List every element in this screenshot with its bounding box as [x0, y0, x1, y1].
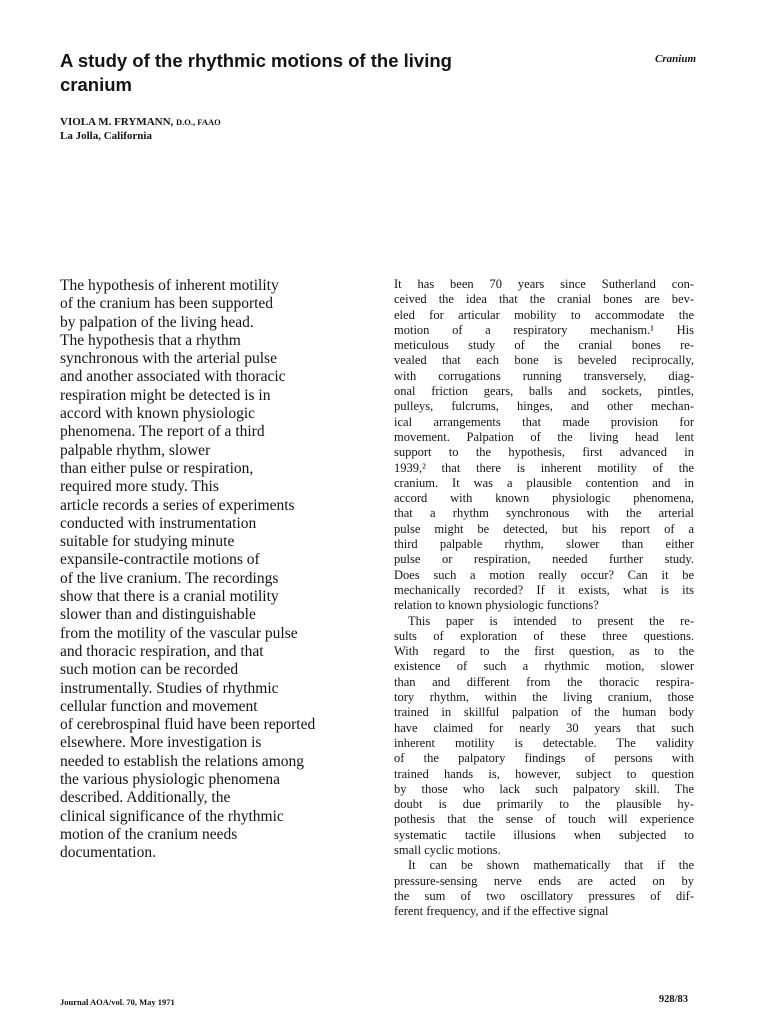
- abstract-line: article records a series of experiments: [60, 496, 295, 514]
- body-line: have claimed for nearly 30 years that such: [394, 720, 694, 735]
- body-line: pulleys, fulcrums, hinges, and other mechan-: [394, 399, 694, 414]
- abstract-line: required more study. This: [60, 478, 219, 496]
- body-line: pressure-sensing nerve ends are acted on by: [394, 873, 694, 888]
- body-line: third palpable rhythm, slower than either: [394, 537, 694, 552]
- abstract-line: and thoracic respiration, and that: [60, 642, 264, 660]
- journal-citation: Journal AOA/vol. 70, May 1971: [60, 997, 175, 1007]
- body-line: eled for articular mobility to accommodate the: [394, 307, 694, 322]
- abstract-line: cellular function and movement: [60, 697, 258, 715]
- author-name: VIOLA M. FRYMANN,: [60, 116, 177, 128]
- body-line: the sum of two oscillatory pressures of dif-: [394, 888, 694, 903]
- abstract-line: instrumentally. Studies of rhythmic: [60, 679, 279, 697]
- body-line: pothesis that the sense of touch will experience: [394, 812, 694, 827]
- abstract-line: of the cranium has been supported: [60, 295, 274, 313]
- author-location: La Jolla, California: [60, 130, 152, 142]
- body-line: of the palpatory findings of persons with: [394, 751, 694, 766]
- abstract-line: The hypothesis of inherent motility: [60, 277, 279, 294]
- abstract-line: by palpation of the living head.: [60, 313, 254, 331]
- abstract-line: synchronous with the arterial pulse: [60, 350, 277, 368]
- body-line: It has been 70 years since Sutherland con-: [394, 277, 694, 291]
- abstract-line: The hypothesis that a rhythm: [60, 331, 241, 349]
- body-line: relation to known physiologic functions?: [394, 598, 599, 613]
- body-line: inherent motility is detectable. The validity: [394, 735, 694, 750]
- body-line: by those who lack such palpatory skill. The: [394, 781, 694, 796]
- abstract-line: conducted with instrumentation: [60, 514, 257, 532]
- abstract-line: palpable rhythm, slower: [60, 441, 211, 459]
- page-number: 928/83: [658, 994, 688, 1005]
- abstract-line: accord with known physiologic: [60, 405, 256, 423]
- body-line: motion of a respiratory mechanism.¹ His: [394, 322, 694, 337]
- body-line: trained in skillful palpation of the human body: [394, 705, 694, 720]
- author-credentials: D.O., FAAO: [176, 117, 221, 127]
- body-line: This paper is intended to present the re-: [408, 613, 694, 628]
- body-line: ical arrangements that made provision for: [394, 414, 694, 429]
- body-line: existence of such a rhythmic motion, slower: [394, 659, 694, 674]
- abstract-line: than either pulse or respiration,: [60, 459, 254, 477]
- abstract-line: respiration might be detected is in: [60, 386, 271, 404]
- article-title: A study of the rhythmic motions of the living cranium: [60, 50, 452, 95]
- body-line: accord with known physiologic phenomena,: [394, 491, 694, 506]
- abstract-line: slower than and distinguishable: [60, 606, 256, 624]
- abstract-line: documentation.: [60, 844, 156, 862]
- body-line: onal friction gears, balls and sockets, pintles,: [394, 384, 694, 399]
- body-line: It can be shown mathematically that if the: [408, 858, 694, 873]
- body-line: pulse or respiration, needed further study.: [394, 552, 694, 567]
- body-line: support to the hypothesis, first advanced in: [394, 445, 694, 460]
- body-line: cranium. It was a plausible contention and in: [394, 475, 694, 490]
- body-line: small cyclic motions.: [394, 842, 501, 857]
- body-line: ferent frequency, and if the effective signal: [394, 904, 609, 919]
- body-line: trained hands is, however, subject to question: [394, 766, 694, 781]
- body-line: tory rhythm, within the living cranium, those: [394, 690, 694, 705]
- abstract-line: clinical significance of the rhythmic: [60, 807, 284, 825]
- body-line: than and different from the thoracic respira-: [394, 674, 694, 689]
- body-line: pulse might be detected, but his report of a: [394, 521, 694, 536]
- body-line: with corrugations running transversely, diag-: [394, 368, 694, 383]
- abstract-line: described. Additionally, the: [60, 789, 231, 807]
- body-line: Does such a motion really occur? Can it be: [394, 567, 694, 582]
- abstract-line: elsewhere. More investigation is: [60, 734, 262, 752]
- body-text-column: [394, 277, 694, 919]
- abstract-line: expansile-contractile motions of: [60, 551, 260, 569]
- abstract-line: motion of the cranium needs: [60, 825, 238, 843]
- author-name-line: [60, 115, 221, 129]
- body-line: doubt is due primarily to the plausible hy-: [394, 797, 694, 812]
- abstract-line: suitable for studying minute: [60, 533, 235, 551]
- body-line: With regard to the first question, as to the: [394, 644, 694, 659]
- abstract-line: needed to establish the relations among: [60, 752, 305, 770]
- body-line: mechanically recorded? If it exists, what is its: [394, 582, 694, 597]
- abstract-line: show that there is a cranial motility: [60, 588, 279, 606]
- abstract-line: the various physiologic phenomena: [60, 771, 280, 789]
- abstract-line: of the live cranium. The recordings: [60, 569, 279, 587]
- body-line: 1939,² that there is inherent motility of the: [394, 460, 694, 475]
- abstract: [60, 277, 365, 863]
- abstract-line: phenomena. The report of a third: [60, 423, 265, 441]
- body-line: systematic tactile illusions when subjected to: [394, 827, 694, 842]
- abstract-line: from the motility of the vascular pulse: [60, 624, 298, 642]
- abstract-line: of cerebrospinal fluid have been reported: [60, 716, 316, 734]
- section-label: Cranium: [655, 53, 696, 65]
- body-line: vealed that each bone is beveled reciprocally,: [394, 353, 694, 368]
- author-block: [60, 115, 221, 143]
- body-line: sults of exploration of these three questions.: [394, 628, 694, 643]
- body-line: meticulous study of the cranial bones re-: [394, 338, 694, 353]
- abstract-line: and another associated with thoracic: [60, 368, 286, 386]
- body-line: movement. Palpation of the living head lent: [394, 429, 694, 444]
- body-line: that a rhythm synchronous with the arterial: [394, 506, 694, 521]
- abstract-line: such motion can be recorded: [60, 661, 239, 679]
- body-line: ceived the idea that the cranial bones are bev-: [394, 292, 694, 307]
